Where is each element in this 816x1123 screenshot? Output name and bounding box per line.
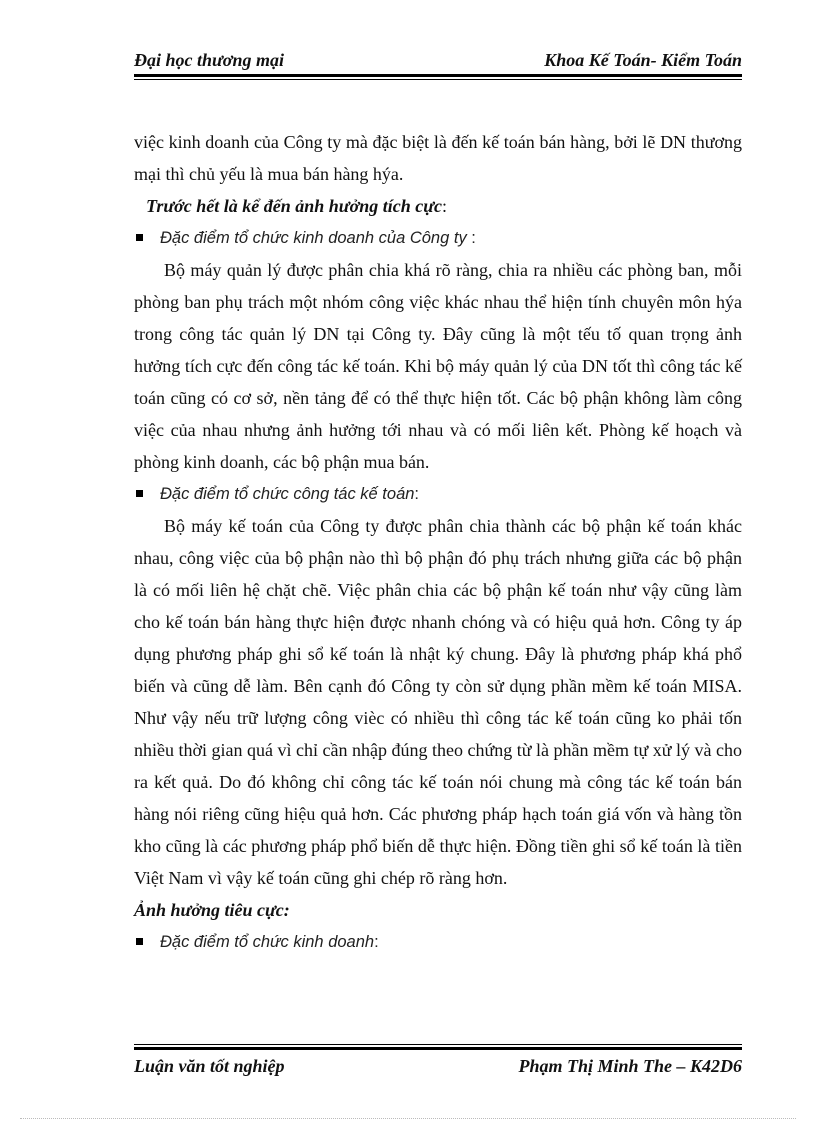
heading-positive-text: Trước hết là kể đến ảnh hưởng tích cực [146, 196, 443, 216]
header-university: Đại học thương mại [134, 50, 284, 70]
paragraph-accounting: Bộ máy kế toán của Công ty được phân chia thành các bộ phận kế toán khác nhau, công việc của bộ phận nào thì bộ phận đó phụ trách nhưng giữa các bộ phận là có mối liên hệ chặt chẽ. Việc phân chia các bộ phận kế toán như vậy cũng làm cho kế toán bán hàng thực hiện được nhanh chóng và có hiệu quả hơn. Công ty áp dụng phương pháp ghi sổ kế toán là nhật ký chung. Đây là phương pháp khá phổ biến và cũng dễ làm. Bên cạnh đó Công ty còn sử dụng phần mềm kế toán MISA. Như vậy nếu trữ lượng công vièc có nhiều thì công tác kế toán cũng ko phải tốn nhiều thời gian quá vì chỉ cần nhập đúng theo chứng từ là phần mềm tự xử lý và cho ra kết quả. Do đó không chỉ công tác kế toán nói chung mà công tác kế toán bán hàng nói riêng cũng hiệu quả hơn. Các phương pháp hạch toán giá vốn và hàng tồn kho cũng là các phương pháp phổ biến dễ thực hiện. Đồng tiền ghi sổ kế toán là tiền Việt Nam vì vậy kế toán cũng ghi chép rõ ràng hơn. [134, 516, 742, 888]
bullet-accounting-org-suffix: : [414, 485, 420, 503]
footer-thesis: Luận văn tốt nghiệp [134, 1056, 285, 1076]
bullet-square-icon [136, 234, 143, 241]
bullet-business-org-negative [134, 926, 742, 958]
page-footer [134, 1056, 742, 1078]
footer-rule-thin [134, 1044, 742, 1045]
page-header [134, 50, 742, 70]
bullet-accounting-org [134, 478, 742, 510]
bullet-accounting-org-text: Đặc điểm tổ chức công tác kế toán [160, 485, 415, 503]
bullet-business-org-suffix: : [466, 229, 476, 247]
bullet-square-icon [136, 938, 143, 945]
header-rule-thin [134, 79, 742, 80]
page-edge-dotted-line [20, 1118, 796, 1119]
bullet-square-icon [136, 490, 143, 497]
header-faculty: Khoa Kế Toán- Kiểm Toán [544, 50, 742, 70]
paragraph-intro: việc kinh doanh của Công ty mà đặc biệt là đến kế toán bán hàng, bởi lẽ DN thương mại thì chủ yếu là mua bán hàng hýa. [134, 132, 742, 184]
heading-positive-impact [134, 190, 742, 222]
bullet-business-org-negative-suffix: : [374, 933, 379, 951]
bullet-business-org [134, 222, 742, 254]
bullet-business-org-text: Đặc điểm tổ chức kinh doanh của Công ty [160, 229, 467, 247]
heading-negative-impact: Ảnh hưởng tiêu cực: [134, 900, 290, 920]
header-rule-thick [134, 74, 742, 77]
footer-rule-thick [134, 1047, 742, 1050]
bullet-business-org-negative-text: Đặc điểm tổ chức kinh doanh [160, 933, 375, 951]
paragraph-management: Bộ máy quản lý được phân chia khá rõ ràng, chia ra nhiều các phòng ban, mỗi phòng ban phụ trách một nhóm công việc khác nhau thể hiện tính chuyên môn hýa trong công tác quản lý DN tại Công ty. Đây cũng là một tếu tố quan trọng ảnh hưởng tích cực đến công tác kế toán. Khi bộ máy quản lý của DN tốt thì công tác kế toán cũng có cơ sở, nền tảng để có thể thực hiện tốt. Các bộ phận không làm công việc của nhau nhưng ảnh hưởng tới nhau và có mối liên kết. Phòng kế hoạch và phòng kinh doanh, các bộ phận mua bán. [134, 260, 742, 472]
heading-positive-colon: : [442, 196, 448, 216]
document-body [134, 126, 742, 958]
footer-author: Phạm Thị Minh The – K42D6 [518, 1056, 742, 1076]
